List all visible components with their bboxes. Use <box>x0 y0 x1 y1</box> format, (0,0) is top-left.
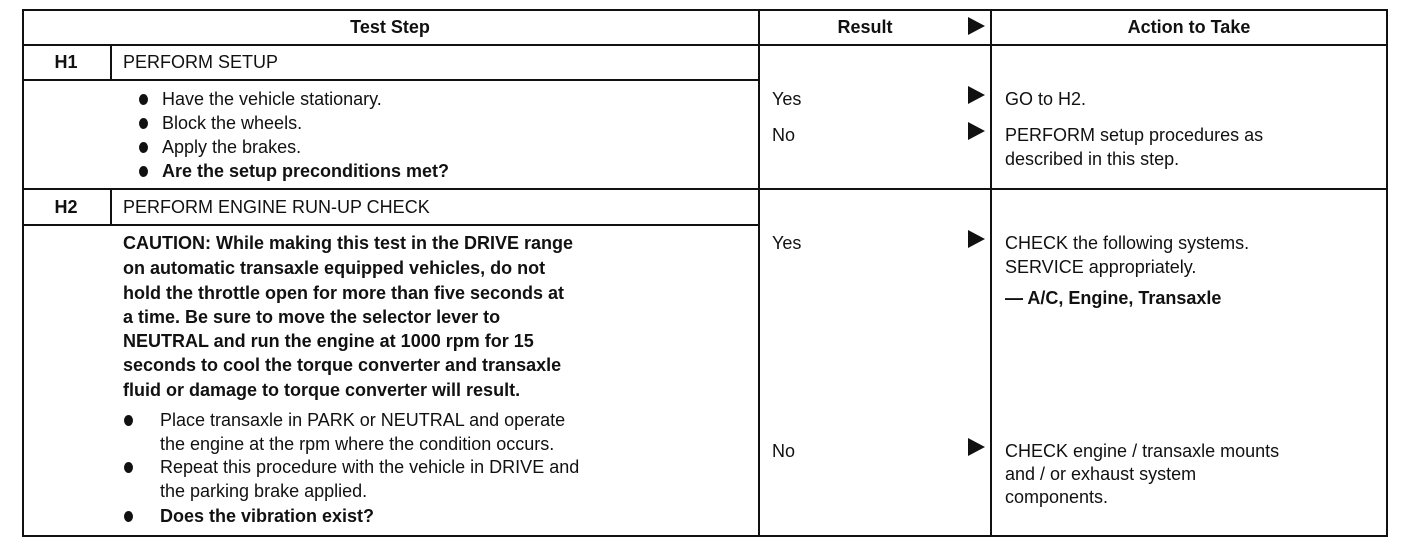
h1-step-id: H1 <box>54 52 78 72</box>
action-col-divider <box>990 9 992 537</box>
h2-caution: on automatic transaxle equipped vehicles, do not <box>123 258 546 278</box>
h1-result-no: No <box>772 125 796 145</box>
h2-result-no: No <box>772 441 796 461</box>
bullet-icon <box>139 142 148 153</box>
h2-step-id: H2 <box>54 197 78 217</box>
arrow-icon <box>968 122 985 140</box>
arrow-icon <box>968 230 985 248</box>
header-arrow-icon <box>968 17 985 35</box>
table-border-bottom <box>22 535 1388 537</box>
h1-bullet: Apply the brakes. <box>162 137 302 157</box>
h1-result-yes: Yes <box>772 89 802 109</box>
header-divider <box>22 44 1388 46</box>
h1-title-divider <box>22 79 758 81</box>
h2-result-yes: Yes <box>772 233 802 253</box>
bullet-icon <box>124 462 133 473</box>
h2-action-no: and / or exhaust system <box>1005 464 1197 484</box>
h1-action-yes: GO to H2. <box>1005 89 1087 109</box>
table-border-right <box>1386 9 1388 537</box>
h2-action-yes: SERVICE appropriately. <box>1005 257 1197 277</box>
result-col-divider <box>758 9 760 537</box>
h2-caution: NEUTRAL and run the engine at 1000 rpm for 15 <box>123 331 534 351</box>
h2-question: Does the vibration exist? <box>160 506 375 526</box>
id-col-divider-h1 <box>110 44 112 80</box>
bullet-icon <box>124 415 133 426</box>
bullet-icon <box>139 166 148 177</box>
h2-divider <box>22 188 1388 190</box>
header-test-step: Test Step <box>350 17 430 37</box>
table-border-top <box>22 9 1388 11</box>
h1-action-no: PERFORM setup procedures as <box>1005 125 1264 145</box>
h1-bullet: Block the wheels. <box>162 113 303 133</box>
table-border-left <box>22 9 24 537</box>
h2-caution: seconds to cool the torque converter and transaxle <box>123 355 562 375</box>
h2-action-no: CHECK engine / transaxle mounts <box>1005 441 1280 461</box>
h2-caution: hold the throttle open for more than five seconds at <box>123 283 565 303</box>
arrow-icon <box>968 86 985 104</box>
h2-step-title: PERFORM ENGINE RUN-UP CHECK <box>123 197 430 217</box>
h2-caution: a time. Be sure to move the selector lever to <box>123 307 501 327</box>
h2-caution: CAUTION: While making this test in the DRIVE range <box>123 233 574 253</box>
header-action: Action to Take <box>1127 17 1251 37</box>
header-result: Result <box>837 17 893 37</box>
arrow-icon <box>968 438 985 456</box>
h2-bullet: Place transaxle in PARK or NEUTRAL and operate <box>160 410 566 430</box>
h2-caution: fluid or damage to torque converter will result. <box>123 380 521 400</box>
id-col-divider-h2 <box>110 188 112 225</box>
h2-action-yes-systems: — A/C, Engine, Transaxle <box>1005 288 1222 308</box>
h2-action-yes: CHECK the following systems. <box>1005 233 1250 253</box>
h2-bullet: the parking brake applied. <box>160 481 368 501</box>
h2-bullet: the engine at the rpm where the condition occurs. <box>160 434 555 454</box>
bullet-icon <box>139 118 148 129</box>
h1-step-title: PERFORM SETUP <box>123 52 279 72</box>
h1-action-no: described in this step. <box>1005 149 1180 169</box>
h1-question: Are the setup preconditions met? <box>162 161 450 181</box>
bullet-icon <box>139 94 148 105</box>
bullet-icon <box>124 511 133 522</box>
h2-bullet: Repeat this procedure with the vehicle in DRIVE and <box>160 457 580 477</box>
h2-title-divider <box>22 224 758 226</box>
h1-bullet: Have the vehicle stationary. <box>162 89 382 109</box>
h2-action-no: components. <box>1005 487 1109 507</box>
